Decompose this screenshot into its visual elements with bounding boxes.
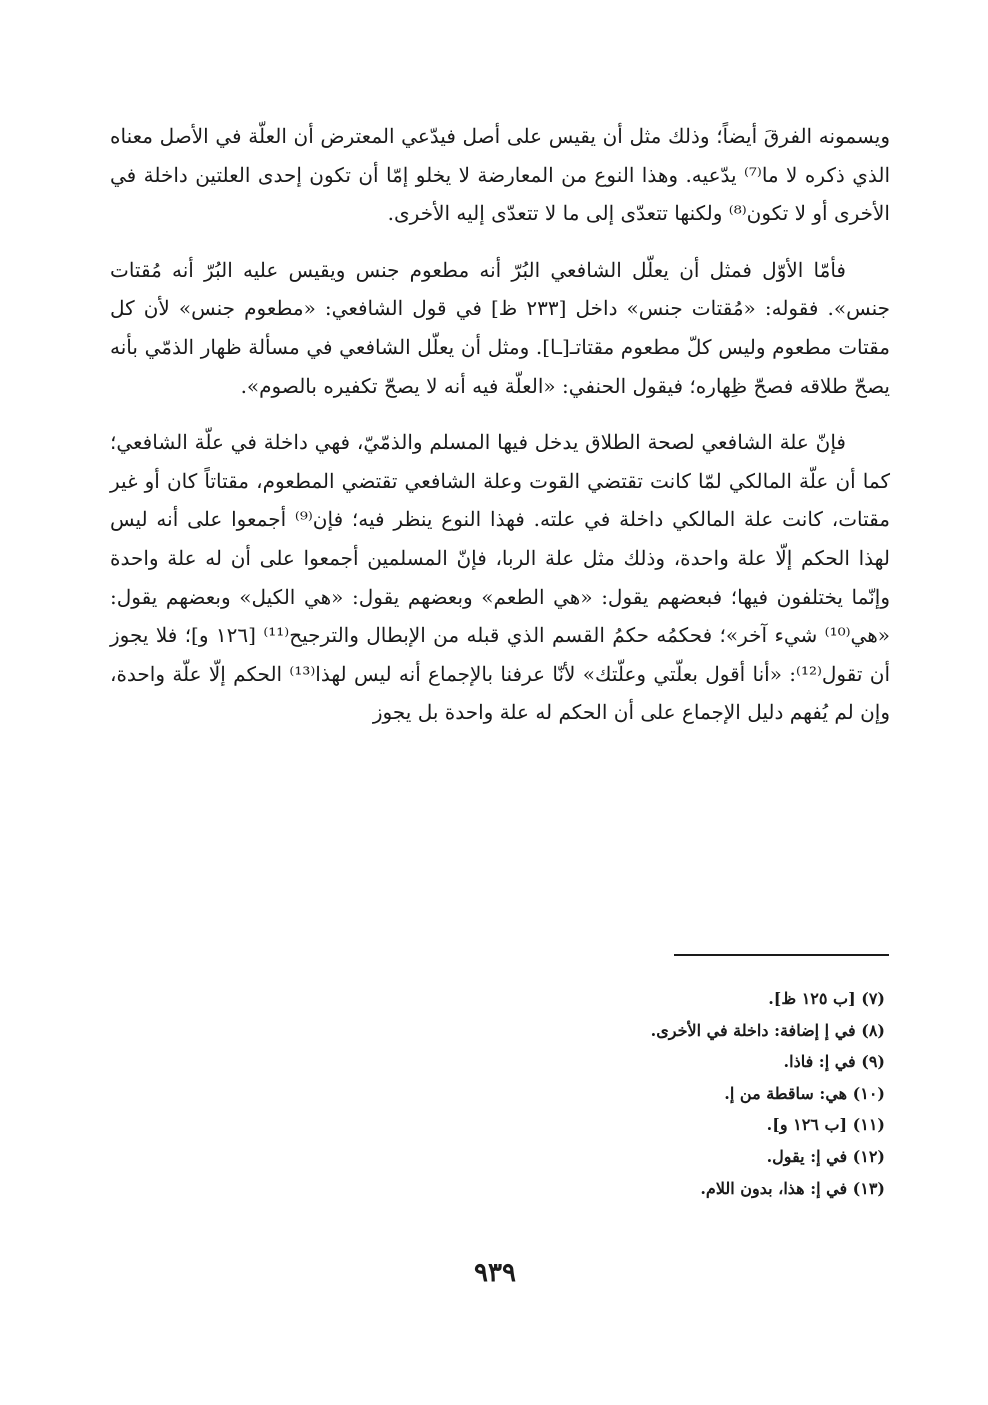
footnote-8: (٨) في إ إضافة: داخلة في الأخرى. xyxy=(650,1020,885,1040)
paragraph-2: فأمّا الأوّل فمثل أن يعلّل الشافعي البُرّ أنه مطعوم جنس ويقيس عليه البُرّ أنه مُقتات جنس». فقوله: «مُقتات جنس» داخل [٢٣٣ ظ] في قول الشافعي: «مطعوم جنس» لأن كل مقتات مطعوم وليس كلّ مطعوم مقتاتـ[ـا]. ومثل أن يعلّل الشافعي في مسألة ظهار الذمّي بأنه يصحّ طلاقه فصحّ ظِهاره؛ فيقول الحنفي: «العلّة فيه أنه لا يصحّ تكفيره بالصوم». xyxy=(110,257,890,398)
footnote-10: (١٠) هي: ساقطة من إ. xyxy=(724,1083,885,1103)
footnote-11: (١١) [ب ١٢٦ و]. xyxy=(766,1115,885,1135)
main-text xyxy=(110,117,890,750)
page-number: ٩٣٩ xyxy=(474,1258,516,1288)
footnotes-list xyxy=(325,983,885,1204)
footnote-13: (١٣) في إ: هذا، بدون اللام. xyxy=(700,1178,885,1198)
footnote-7: (٧) [ب ١٢٥ ظ]. xyxy=(768,989,885,1008)
paragraph-3: فإنّ علة الشافعي لصحة الطلاق يدخل فيها المسلم والذمّيّ، فهي داخلة في علّة الشافعي؛ كما أن علّة المالكي لمّا كانت تقتضي القوت وعلة الشافعي تقتضي المطعوم، مقتاتاً كان أو غير مقتات، كانت علة المالكي داخلة في علته. فهذا النوع ينظر فيه؛ فإن⁽⁹⁾ أجمعوا على أنه ليس لهذا الحكم إلّا علة واحدة، وذلك مثل علة الربا، فإنّ المسلمين أجمعوا على أن له علة واحدة وإنّما يختلفون فيها؛ فبعضهم يقول: «هي الطعم» وبعضهم يقول: «هي الكيل» وبعضهم يقول: «هي⁽¹⁰⁾ شيء آخر»؛ فحكمُه حكمُ القسم الذي قبله من الإبطال والترجيح⁽¹¹⁾ [١٢٦ و]؛ فلا يجوز أن تقول⁽¹²⁾: «أنا أقول بعلّتي وعلّتك» لأنّا عرفنا بالإجماع أنه ليس لهذا⁽¹³⁾ الحكم إلّا علّة واحدة، وإن لم يُفهم دليل الإجماع على أن الحكم له علة واحدة بل يجوز xyxy=(110,430,890,725)
footnote-9: (٩) في إ: فاذا. xyxy=(783,1052,885,1072)
footnote-12: (١٢) في إ: يقول. xyxy=(766,1146,885,1166)
paragraph-1: ويسمونه الفرقَ أيضاً؛ وذلك مثل أن يقيس على أصل فيدّعي المعترض أن العلّة في الأصل معناه الذي ذكره لا ما⁽⁷⁾ يدّعيه. وهذا النوع من المعارضة لا يخلو إمّا أن تكون إحدى العلتين داخلة في الأخرى أو لا تكون⁽⁸⁾ ولكنها تتعدّى إلى ما لا تتعدّى إليه الأخرى. xyxy=(110,124,890,226)
footnote-separator xyxy=(674,954,889,956)
